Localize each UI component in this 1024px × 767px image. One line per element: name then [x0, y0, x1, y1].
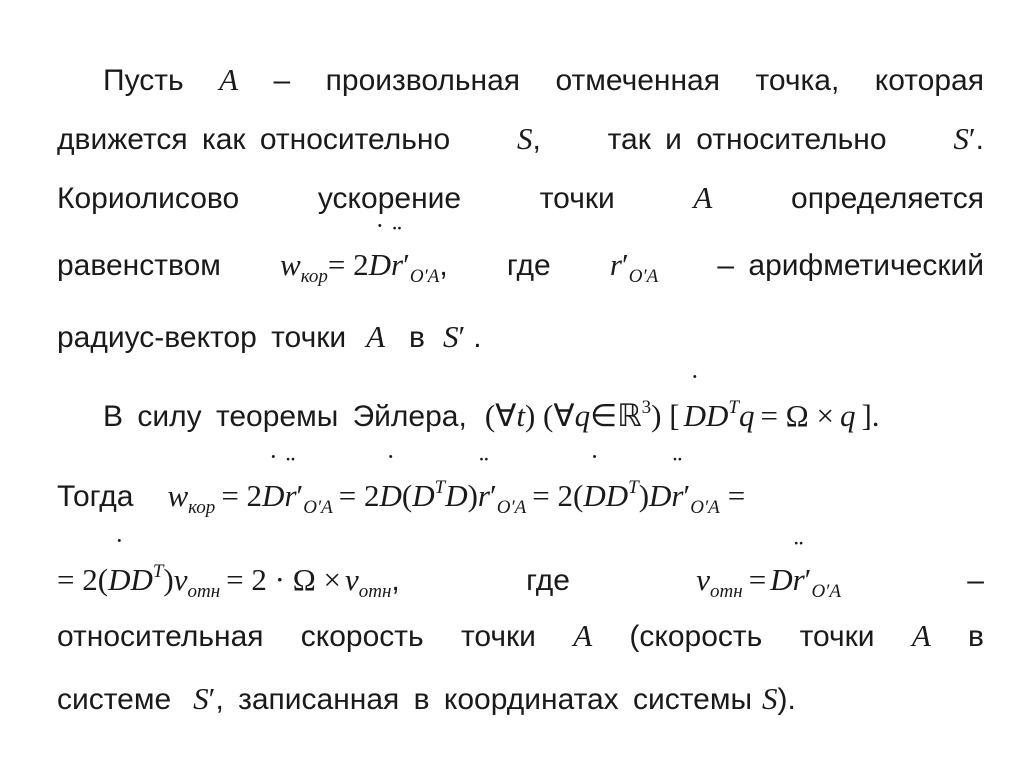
paragraph-3-line-3	[57, 611, 984, 661]
paragraph-3-line-2	[57, 547, 984, 602]
math-var-S-prime: S	[953, 121, 969, 156]
paragraph-1-line-1	[103, 55, 984, 105]
word: в	[409, 321, 425, 354]
word: относительная	[57, 620, 264, 653]
dash: –	[273, 64, 291, 97]
word: системе	[57, 683, 172, 716]
text-run: , записанная в координатах системы	[215, 683, 753, 716]
word: точки	[460, 620, 536, 653]
relative-velocity-formula: = 2(D $˙D^T)v_{отн} = 2 \cdot \Omega \times v_{отн}$,	[57, 547, 400, 617]
text-run: – арифметический	[717, 249, 984, 282]
word: где	[526, 564, 570, 597]
word: скорость	[300, 620, 424, 653]
word: (скорость	[629, 620, 763, 653]
paragraph-1-line-3	[57, 173, 984, 223]
math-var-A: A	[366, 319, 386, 354]
text-run: так и относительно	[607, 123, 887, 156]
text-run: радиус-вектор точки	[57, 321, 347, 354]
paragraph-1-line-2	[57, 114, 984, 164]
math-var-A: A	[911, 618, 931, 653]
euler-formula: (∀t) (∀q∈ℝ$^3$) [ D $˙D^Tq = \Omega \times q$ ].	[485, 400, 880, 433]
word: равенством	[57, 249, 221, 282]
text-run: В силу теоремы Эйлера,	[103, 400, 467, 433]
dash: –	[967, 564, 984, 597]
prime-mark: ′	[208, 681, 216, 716]
word: точка,	[755, 64, 840, 97]
paragraph-3-line-1	[57, 463, 984, 518]
word: Пусть	[103, 64, 184, 97]
period: .	[473, 321, 482, 354]
prime-mark: ′	[968, 121, 976, 156]
period: .	[975, 123, 984, 156]
radius-vector-symbol: $r'_{O'A}$	[609, 247, 659, 287]
coriolis-expansion-formula: $w_{кор} = 2D$ ˙r $¨'_{O'A} = 2D$ $˙(D^TD)r$ $¨'_{O'A} = 2(D$ $˙D^T)Dr$ $¨'_{O'A}$ =	[167, 480, 745, 513]
word: Тогда	[57, 480, 134, 513]
closing-paren: ).	[777, 683, 796, 716]
math-var-S: S	[516, 121, 533, 156]
comma: ,	[532, 123, 541, 156]
math-var-S: S	[762, 681, 778, 716]
math-var-A: A	[693, 180, 713, 215]
word: в	[968, 620, 984, 653]
math-var-S-prime: S	[193, 681, 209, 716]
word: определяется	[791, 182, 984, 215]
math-var-S-prime: S	[442, 319, 459, 354]
word: отмеченная	[555, 64, 720, 97]
text-run: движется как относительно	[57, 123, 451, 156]
word: Кориолисово	[57, 182, 240, 215]
coriolis-formula: $w_{кор}= 2D$ ˙r $¨'_{O'A}$,	[280, 240, 448, 302]
prime-mark: ′	[458, 319, 466, 354]
word: ускорение	[317, 182, 462, 215]
math-var-A: A	[573, 618, 593, 653]
paragraph-1-line-5	[57, 312, 984, 362]
word: произвольная	[325, 64, 521, 97]
relative-velocity-definition: $v_{отн} = Dr$ $¨'_{O'A}$	[696, 555, 841, 617]
word: где	[506, 249, 551, 282]
paragraph-1-line-4	[57, 240, 984, 290]
word: точки	[799, 620, 875, 653]
math-var-A: A	[219, 62, 239, 97]
word: которая	[874, 64, 984, 97]
paragraph-3-line-4	[57, 674, 984, 724]
word: точки	[539, 182, 615, 215]
paragraph-2	[103, 383, 984, 433]
